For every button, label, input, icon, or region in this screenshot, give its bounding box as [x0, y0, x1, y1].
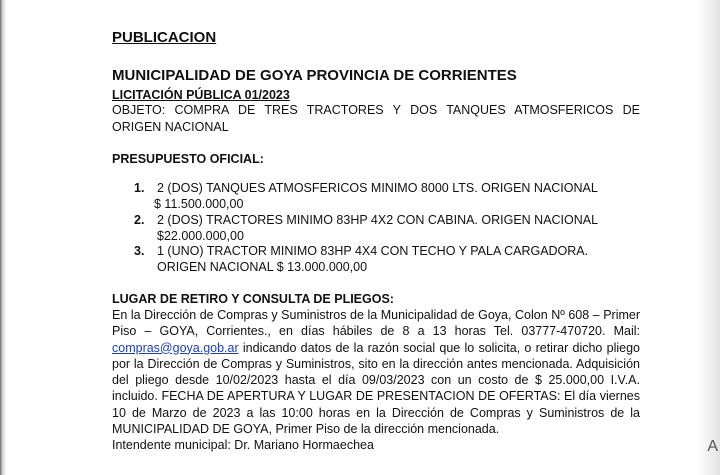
item-description: 2 (DOS) TANQUES ATMOSFERICOS MINIMO 8000 LTS. ORIGEN NACIONAL	[157, 181, 598, 195]
email-link[interactable]: compras@goya.gob.ar	[112, 340, 239, 355]
item-number: 2.	[134, 213, 145, 227]
page-right-shadow	[696, 0, 720, 475]
presupuesto-title: PRESUPUESTO OFICIAL:	[112, 152, 264, 166]
body-paragraph	[112, 307, 640, 454]
intendente-line: Intendente municipal: Dr. Mariano Hormaechea	[112, 438, 374, 453]
item-number: 1.	[134, 181, 145, 195]
item-description: 1 (UNO) TRACTOR MINIMO 83HP 4X4 CON TECHO Y PALA CARGADORA.	[157, 244, 589, 258]
lugar-title: LUGAR DE RETIRO Y CONSULTA DE PLIEGOS:	[112, 292, 394, 306]
municipality-title: MUNICIPALIDAD DE GOYA PROVINCIA DE CORRIENTES	[112, 67, 517, 84]
item-amount: $22.000.000,00	[157, 229, 244, 243]
body-text-part1: En la Dirección de Compras y Suministros de la Municipalidad de Goya, Colon Nº 608 – Primer Piso – GOYA, Corrientes., en días hábiles de 8 a 13 horas Tel. 03777-470720. Mail:	[112, 308, 640, 339]
item-amount: ORIGEN NACIONAL $ 13.000.000,00	[157, 260, 368, 274]
edge-mark: A	[707, 438, 718, 455]
licitacion-number: LICITACIÓN PÚBLICA 01/2023	[112, 88, 290, 102]
item-description: 2 (DOS) TRACTORES MINIMO 83HP 4X2 CON CABINA. ORIGEN NACIONAL	[157, 213, 599, 227]
item-amount: $ 11.500.000,00	[154, 197, 244, 211]
heading-publicacion: PUBLICACION	[112, 29, 217, 46]
item-number: 3.	[134, 244, 145, 258]
body-text-part2: indicando datos de la razón social que lo solicita, o retirar dicho pliego por la Dirección de Compras y Suministros, sito en la dirección antes mencionada. Adquisición del pliego desde 10/02/2023 hasta el día 09/03/2023 con un costo de $ 25.000,00 I.V.A. incluido. FECHA DE APERTURA Y LUGAR DE PRESENTACION DE OFERTAS: El día viernes 10 de Marzo de 2023 a las 10:00 horas en la Dirección de Compras y Suministros de la MUNICIPALIDAD DE GOYA, Primer Piso de la dirección mencionada.	[112, 340, 640, 437]
page-left-shadow	[0, 0, 6, 475]
objeto-text: OBJETO: COMPRA DE TRES TRACTORES Y DOS TANQUES ATMOSFERICOS DE ORIGEN NACIONAL	[112, 103, 640, 134]
